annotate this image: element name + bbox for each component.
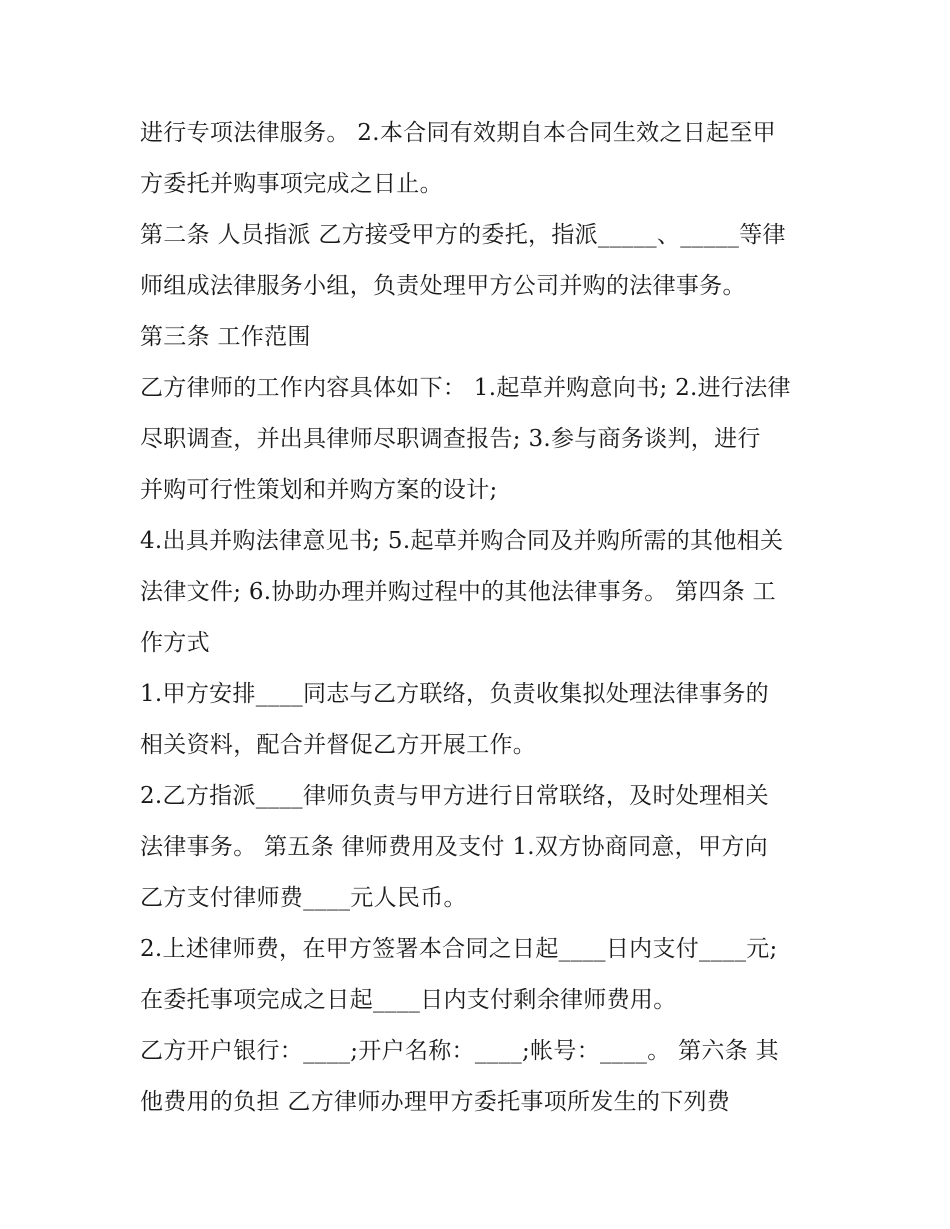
text-line: 作方式 [140,630,210,656]
text-line: 乙方开户银行：____;开户名称：____;帐号：____。 第六条 其 [140,1038,779,1064]
document-body [140,108,830,1128]
text-line: 尽职调查，并出具律师尽职调查报告; 3.参与商务谈判，进行 [140,426,761,452]
text-line: 法律事务。 第五条 律师费用及支付 1.双方协商同意，甲方向 [140,834,768,860]
text-line: 并购可行性策划和并购方案的设计; [140,477,498,503]
text-line: 他费用的负担 乙方律师办理甲方委托事项所发生的下列费 [140,1089,731,1115]
text-line: 2.上述律师费，在甲方签署本合同之日起____日内支付____元; [140,936,778,962]
text-line: 方委托并购事项完成之日止。 [140,171,443,197]
text-line: 第二条 人员指派 乙方接受甲方的委托，指派_____、_____等律 [140,222,786,248]
text-line: 师组成法律服务小组，负责处理甲方公司并购的法律事务。 [140,273,746,299]
text-line: 4.出具并购法律意见书; 5.起草并购合同及并购所需的其他相关 [140,528,784,554]
text-line: 乙方支付律师费____元人民币。 [140,885,467,911]
text-line: 乙方律师的工作内容具体如下： 1.起草并购意向书; 2.进行法律 [140,375,791,401]
text-line: 进行专项法律服务。 2.本合同有效期自本合同生效之日起至甲 [140,120,776,146]
section-heading: 第三条 工作范围 [140,324,311,350]
text-line: 法律文件; 6.协助办理并购过程中的其他法律事务。 第四条 工 [140,579,776,605]
text-line: 相关资料，配合并督促乙方开展工作。 [140,732,537,758]
text-line: 1.甲方安排____同志与乙方联络，负责收集拟处理法律事务的 [140,681,769,707]
text-line: 在委托事项完成之日起____日内支付剩余律师费用。 [140,987,677,1013]
text-line: 2.乙方指派____律师负责与甲方进行日常联络，及时处理相关 [140,783,769,809]
